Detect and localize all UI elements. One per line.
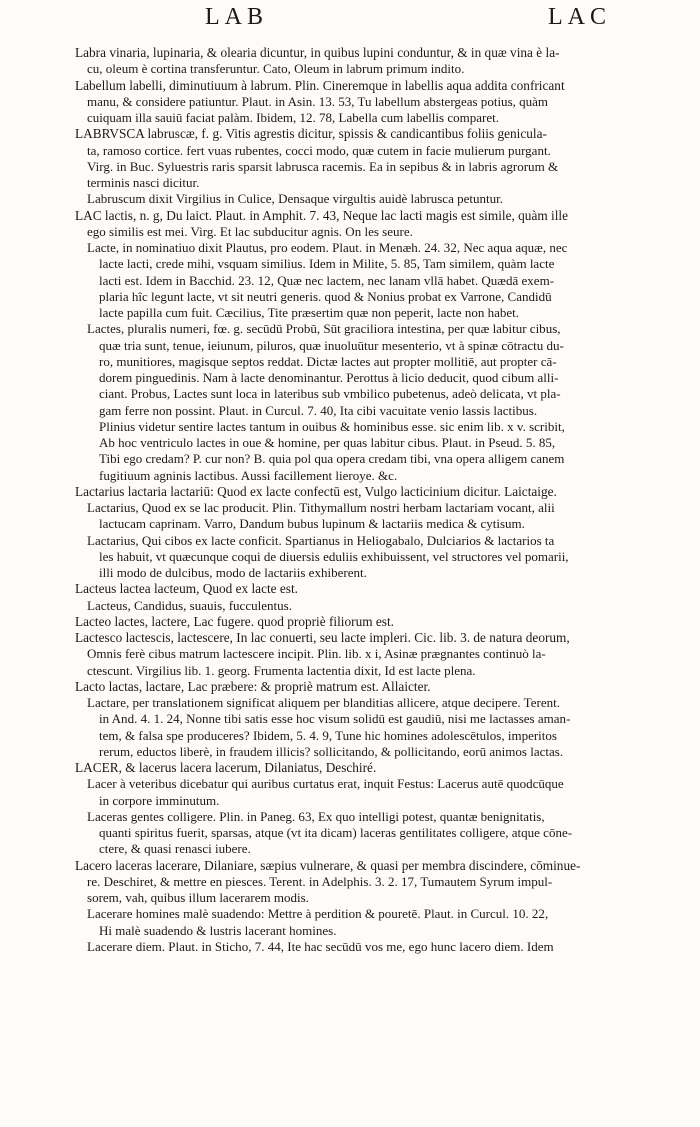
dictionary-entry: [75, 484, 648, 500]
dictionary-entry: [75, 321, 648, 484]
entry-line: Tibi ego credam? P. cur non? B. quia pol qua opera credam tibi, vna opera alligem canem: [99, 451, 565, 467]
dictionary-entry: [75, 45, 648, 78]
entry-line: fugitiuum agninis lactibus. Aussi facillement lieroye. &c.: [99, 467, 398, 483]
entry-line: ego similis est mei. Virg. Et lac subducitur agnis. On les seure.: [87, 223, 413, 239]
entry-line: Lacto lactas, lactare, Lac præbere: & propriè matrum est. Allaicter.: [75, 678, 431, 694]
entry-line: manu, & considere patiuntur. Plaut. in Asin. 13. 53, Tu labellum abstergeas potius, quàm: [87, 93, 549, 109]
dictionary-entry: [75, 581, 648, 597]
entry-line: illi modo de dulcibus, modo de lactariis exhiberent.: [99, 565, 367, 580]
entry-line: lacti est. Idem in Bacchid. 23. 12, Quæ nec lactem, nec lanam vllā habet. Quædā exem-: [99, 272, 555, 288]
dictionary-entry: [75, 776, 648, 809]
dictionary-entry: [75, 78, 648, 127]
entry-line: LACER, & lacerus lacera lacerum, Dilaniatus, Deschiré.: [75, 760, 377, 775]
entry-line: tem, & falsa spe produceres? Ibidem, 5. 4. 9, Tune hic homines adolescētulos, imperitos: [99, 727, 557, 743]
entry-line: gam ferre non possint. Plaut. in Curcul. 7. 40, Ita cibi vacuitate venio lassis lactibus.: [99, 402, 538, 418]
entry-line: ctere, & quasi renasci iubere.: [99, 841, 251, 857]
entry-line: quæ tria sunt, tenue, ieiunum, piluros, quæ inuoluūtur mesenterio, vt à spinæ cōtractu du-: [99, 337, 564, 353]
dictionary-entry: [75, 695, 648, 760]
entry-line: Lacteo lactes, lactere, Lac fugere. quod propriè filiorum est.: [75, 613, 394, 629]
entry-line: Omnis ferè cibus matrum lactescere incipit. Plin. lib. x i, Asinæ prægnantes continuò la-: [87, 646, 546, 662]
entry-line: plaria hîc legunt lacte, vt sit neutri generis. quod & Nonius probat ex Varrone, Candidū: [99, 288, 552, 304]
dictionary-entry: [75, 240, 648, 321]
dictionary-entry: [75, 906, 648, 939]
entry-line: in And. 4. 1. 24, Nonne tibi satis esse hoc visum solidū est gaudiū, nisi me lactasses aman-: [99, 711, 571, 727]
dictionary-entry: [75, 500, 648, 533]
entry-line: re. Deschiret, & mettre en piesces. Terent. in Adelphis. 3. 2. 17, Tumautem Syrum impul-: [87, 873, 553, 889]
entry-line: Lacerare homines malè suadendo: Mettre à perdition & pouretē. Plaut. in Curcul. 10. 22,: [87, 906, 549, 922]
entry-line: lacte lacti, crede mihi, vsquam similius. Idem in Milite, 5. 85, Tam similem, quàm lacte: [99, 256, 555, 272]
entry-line: Labellum labelli, diminutiuum à labrum. Plin. Cineremque in labellis aqua addita confricant: [75, 77, 565, 93]
entry-line: Lactesco lactescis, lactescere, In lac conuerti, seu lacte impleri. Cic. lib. 3. de natura deorum,: [75, 630, 570, 645]
entry-line: Lactarius lactaria lactariū: Quod ex lacte confectū est, Vulgo lacticinium dicitur. Laictaige.: [75, 483, 557, 499]
entry-line: Lacte, in nominatiuo dixit Plautus, pro eodem. Plaut. in Menæh. 24. 32, Nec aqua aquæ, nec: [87, 240, 568, 255]
dictionary-entry: [75, 533, 648, 582]
entry-line: LABRVSCA labruscæ, f. g. Vitis agrestis dicitur, spissis & candicantibus foliis genicula-: [75, 126, 547, 142]
entry-line: Lacteus lactea lacteum, Quod ex lacte est.: [75, 581, 298, 597]
dictionary-entry: [75, 191, 648, 207]
entry-line: Lacero laceras lacerare, Dilaniare, sæpius vulnerare, & quasi per membra discindere, cōminue-: [75, 857, 581, 873]
entry-line: Lacerare diem. Plaut. in Sticho, 7. 44, Ite hac secūdū vos me, ego hunc lacero diem. Idem: [87, 938, 554, 954]
entry-line: Lactarius, Qui cibos ex lacte conficit. Spartianus in Heliogabalo, Dulciarios & lactarios ta: [87, 532, 555, 548]
entry-line: lactucam caprinam. Varro, Dandum bubus lupinum & lactariis medica & cytisum.: [99, 516, 525, 532]
entry-line: Plinius videtur sentire lactes tantum in ouibus & hominibus esse. sic enim lib. x v. scribit,: [99, 418, 565, 434]
dictionary-entry: [75, 630, 648, 679]
dictionary-entry: [75, 126, 648, 191]
entry-line: quanti spiritus fuerit, sparsas, atque (vt ita dicam) laceras gentilitates colligere, atque cōne-: [99, 825, 573, 840]
entry-line: Virg. in Buc. Syluestris raris sparsit labrusca racemis. Ea in sepibus & in labris agrorum &: [87, 158, 559, 174]
entry-line: Lactare, per translationem significat aliquem per blanditias allicere, atque decipere. Terent.: [87, 695, 560, 710]
dictionary-entry: [75, 809, 648, 858]
dictionary-text: [75, 45, 648, 955]
entry-line: Labruscum dixit Virgilius in Culice, Densaque virgultis auidè labrusca petuntur.: [87, 191, 504, 207]
entry-line: ta, ramoso cortice. fert vuas rubentes, cocci modo, quæ cutem in facie mulierum purgant.: [87, 142, 551, 158]
entry-line: Lactarius, Quod ex se lac producit. Plin. Tithymallum nostri herbam lactariam vocant, alii: [87, 500, 555, 515]
dictionary-entry: [75, 858, 648, 907]
dictionary-entry: [75, 679, 648, 695]
entry-line: les habuit, vt quæcunque coqui de diuersis eduliis exhibuissent, vel structores vel pomarii,: [99, 548, 569, 564]
entry-line: Hi malè suadendo & lustris lacerant homines.: [99, 922, 337, 938]
entry-line: dorem pinguedinis. Nam à lacte denominantur. Perottus à licio deducit, quod cibum alli-: [99, 370, 559, 385]
entry-line: ro, munitiores, magisque septos reddat. Dictæ lactes aut propter mollitiē, aut propter cā-: [99, 353, 557, 369]
entry-line: Lacteus, Candidus, suauis, fucculentus.: [87, 597, 292, 613]
entry-line: LAC lactis, n. g, Du laict. Plaut. in Amphit. 7. 43, Neque lac lacti magis est simile, quàm ille: [75, 207, 569, 223]
dictionary-entry: [75, 208, 648, 241]
dictionary-entry: [75, 598, 648, 614]
entry-line: terminis nasci dicitur.: [87, 175, 200, 190]
entry-line: Labra vinaria, lupinaria, & olearia dicuntur, in quibus lupini conduntur, & in quæ vina è la-: [75, 45, 560, 60]
entry-line: cuiquam illa sauiū faciat palàm. Ibidem, 12. 78, Labella cum labellis comparet.: [87, 110, 500, 125]
entry-line: Ab hoc ventriculo lactes in oue & homine, per quas labitur cibus. Plaut. in Pseud. 5. 85,: [99, 435, 556, 450]
entry-line: Lacer à veteribus dicebatur qui auribus curtatus erat, inquit Festus: Lacerus autē quodcūque: [87, 776, 564, 792]
entry-line: sorem, vah, quibus illum lacerarem modis.: [87, 890, 309, 905]
entry-line: ciant. Probus, Lactes sunt loca in lateribus sub vmbilico pubetenus, adeò delicata, vt pla-: [99, 386, 561, 402]
entry-line: rerum, eductos liberè, in fraudem illicis? sollicitando, & pollicitando, eorū animos lactas.: [99, 743, 564, 759]
entry-line: Laceras gentes colligere. Plin. in Paneg. 63, Ex quo intelligi potest, quantæ benignitatis,: [87, 808, 545, 824]
dictionary-entry: [75, 614, 648, 630]
header-left: LAB: [205, 4, 268, 30]
entry-line: ctescunt. Virgilius lib. 1. georg. Frumenta lactentia dixit, Id est lacte plena.: [87, 662, 476, 678]
running-headers: [0, 4, 700, 32]
dictionary-entry: [75, 939, 648, 955]
entry-line: in corpore imminutum.: [99, 792, 220, 808]
entry-line: Lactes, pluralis numeri, fœ. g. secūdū Probū, Sūt graciliora intestina, per quæ labitur cibus,: [87, 321, 561, 337]
dictionary-entry: [75, 760, 648, 776]
entry-line: cu, oleum è cortina transferuntur. Cato, Oleum in labrum primum indito.: [87, 61, 465, 77]
entry-line: lacte papilla cum fuit. Cæcilius, Tite præsertim quæ non peperit, lacte non habet.: [99, 305, 520, 320]
header-right: LAC: [548, 4, 611, 30]
